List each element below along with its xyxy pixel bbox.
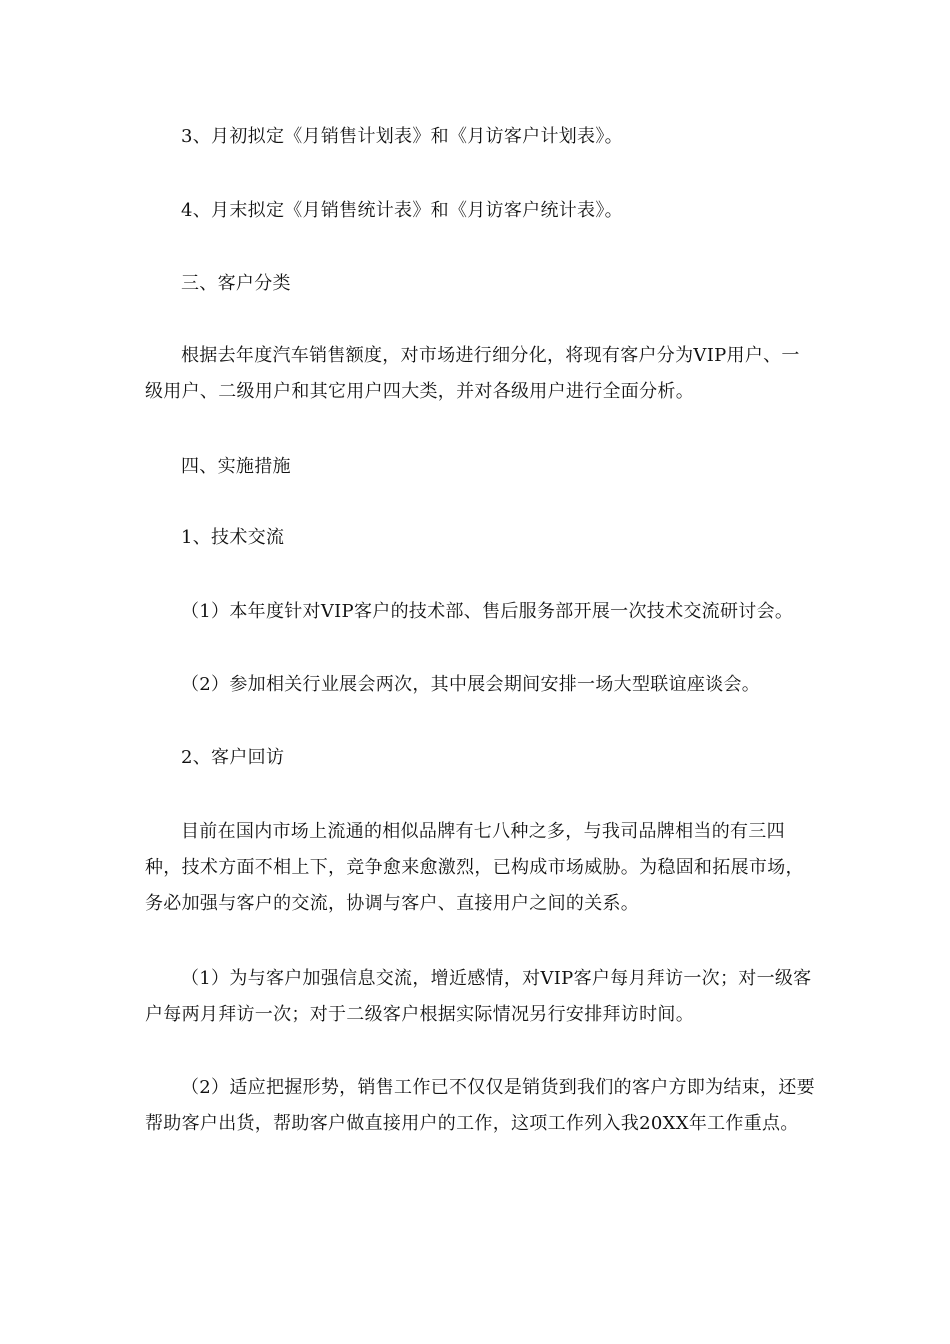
paragraph-sales-work-focus: （2）适应把握形势，销售工作已不仅仅是销货到我们的客户方即为结束，还要帮助客户出货，帮助客户做直接用户的工作，这项工作列入我20XX年工作重点。 [145,1077,815,1134]
paragraph-tech-exchange-1: （1）本年度针对VIP客户的技术部、售后服务部开展一次技术交流研讨会。 [181,601,794,622]
paragraph-market-situation: 目前在国内市场上流通的相似品牌有七八种之多，与我司品牌相当的有三四种，技术方面不相上下，竞争愈来愈激烈，已构成市场威胁。为稳固和拓展市场，务必加强与客户的交流，协调与客户、直接用户之间的关系。 [145,821,804,914]
subheading-technical-exchange: 1、技术交流 [181,527,285,548]
paragraph-visit-schedule: （1）为与客户加强信息交流，增近感情，对VIP客户每月拜访一次；对一级客户每两月拜访一次；对于二级客户根据实际情况另行安排拜访时间。 [145,968,812,1025]
heading-customer-classification: 三、客户分类 [181,273,291,294]
paragraph-customer-classification: 根据去年度汽车销售额度，对市场进行细分化，将现有客户分为VIP用户、一级用户、二级用户和其它用户四大类，并对各级用户进行全面分析。 [145,345,800,402]
paragraph-tech-exchange-2: （2）参加相关行业展会两次，其中展会期间安排一场大型联谊座谈会。 [181,674,761,695]
heading-implementation-measures: 四、实施措施 [181,456,291,477]
paragraph-monthly-stats: 4、月末拟定《月销售统计表》和《月访客户统计表》。 [181,200,623,221]
paragraph-monthly-plan: 3、月初拟定《月销售计划表》和《月访客户计划表》。 [181,126,623,147]
subheading-customer-visits: 2、客户回访 [181,747,285,768]
